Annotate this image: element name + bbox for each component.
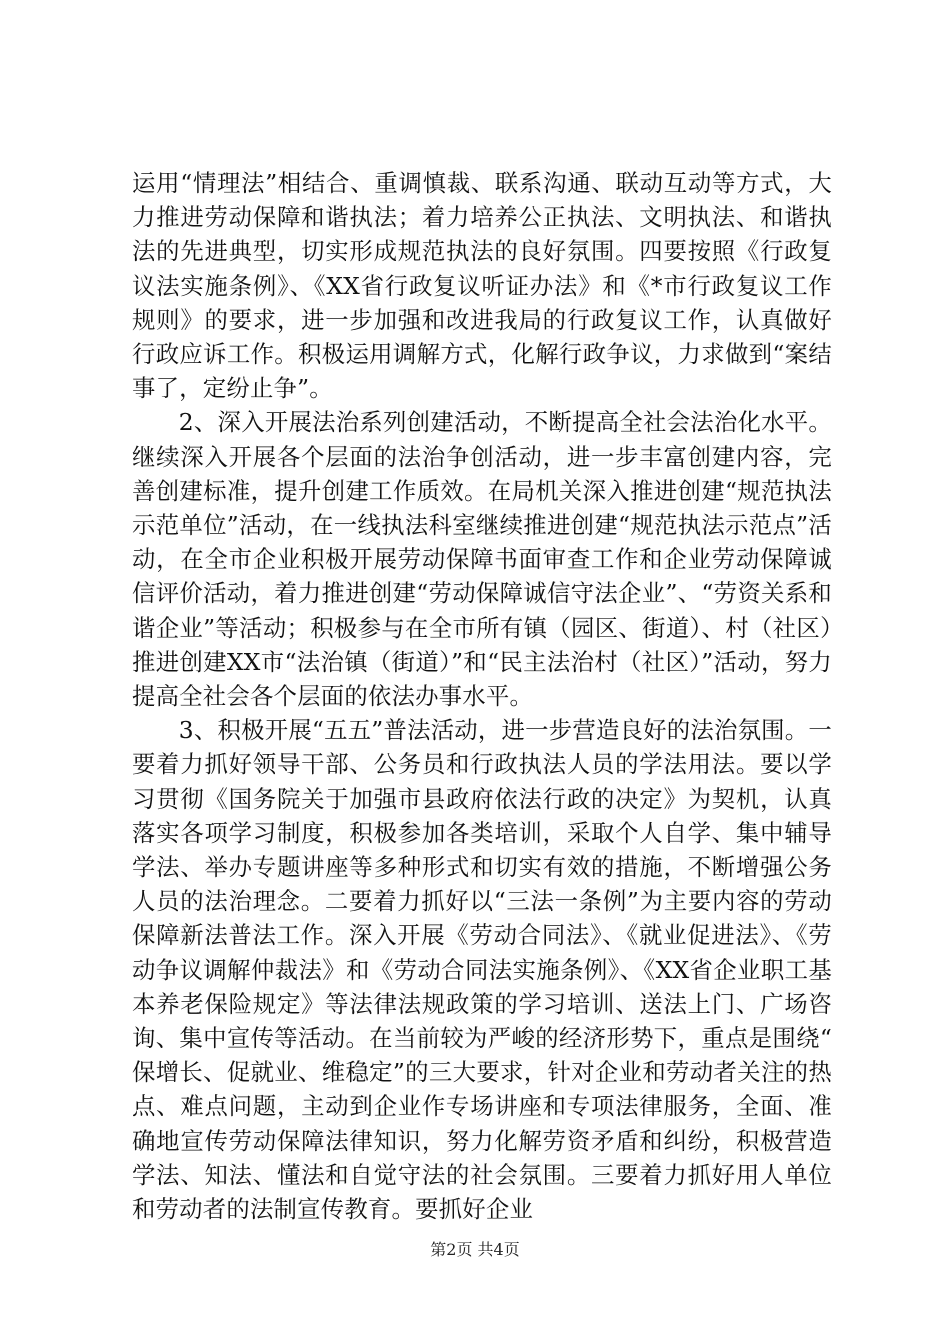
paragraph-continuation: 运用“情理法”相结合、重调慎裁、联系沟通、联动互动等方式，大力推进劳动保障和谐执法；着力培养公正执法、文明执法、和谐执法的先进典型，切实形成规范执法的良好氛围。四要按照《行政复议法实施条例》、《XX省行政复议听证办法》和《*市行政复议工作规则》的要求，进一步加强和改进我局的行政复议工作，认真做好行政应诉工作。积极运用调解方式，化解行政争议，力求做到“案结事了，定纷止争”。 xyxy=(132,169,832,403)
paragraph-item-3: 3、积极开展“五五”普法活动，进一步营造良好的法治氛围。一要着力抓好领导干部、公务员和行政执法人员的学法用法。要以学习贯彻《国务院关于加强市县政府依法行政的决定》为契机，认真落实各项学习制度，积极参加各类培训，采取个人自学、集中辅导学法、举办专题讲座等多种形式和切实有效的措施，不断增强公务人员的法治理念。二要着力抓好以“三法一条例”为主要内容的劳动保障新法普法工作。深入开展《劳动合同法》、《就业促进法》、《劳动争议调解仲裁法》和《劳动合同法实施条例》、《XX省企业职工基本养老保险规定》等法律法规政策的学习培训、送法上门、广场咨询、集中宣传等活动。在当前较为严峻的经济形势下，重点是围绕“保增长、促就业、维稳定”的三大要求，针对企业和劳动者关注的热点、难点问题，主动到企业作专场讲座和专项法律服务，全面、准确地宣传劳动保障法律知识，努力化解劳资矛盾和纠纷，积极营造学法、知法、懂法和自觉守法的社会氛围。三要着力抓好用人单位和劳动者的法制宣传教育。要抓好企业 xyxy=(132,716,832,1224)
document-body xyxy=(132,166,832,1226)
page-number-footer: 第2页 共4页 xyxy=(430,1240,520,1259)
paragraph-item-2: 2、深入开展法治系列创建活动，不断提高全社会法治化水平。继续深入开展各个层面的法治争创活动，进一步丰富创建内容，完善创建标准，提升创建工作质效。在局机关深入推进创建“规范执法示范单位”活动，在一线执法科室继续推进创建“规范执法示范点”活动，在全市企业积极开展劳动保障书面审查工作和企业劳动保障诚信评价活动，着力推进创建“劳动保障诚信守法企业”、“劳资关系和谐企业”等活动；积极参与在全市所有镇（园区、街道）、村（社区）推进创建XX市“法治镇（街道）”和“民主法治村（社区）”活动，努力提高全社会各个层面的依法办事水平。 xyxy=(132,408,832,711)
